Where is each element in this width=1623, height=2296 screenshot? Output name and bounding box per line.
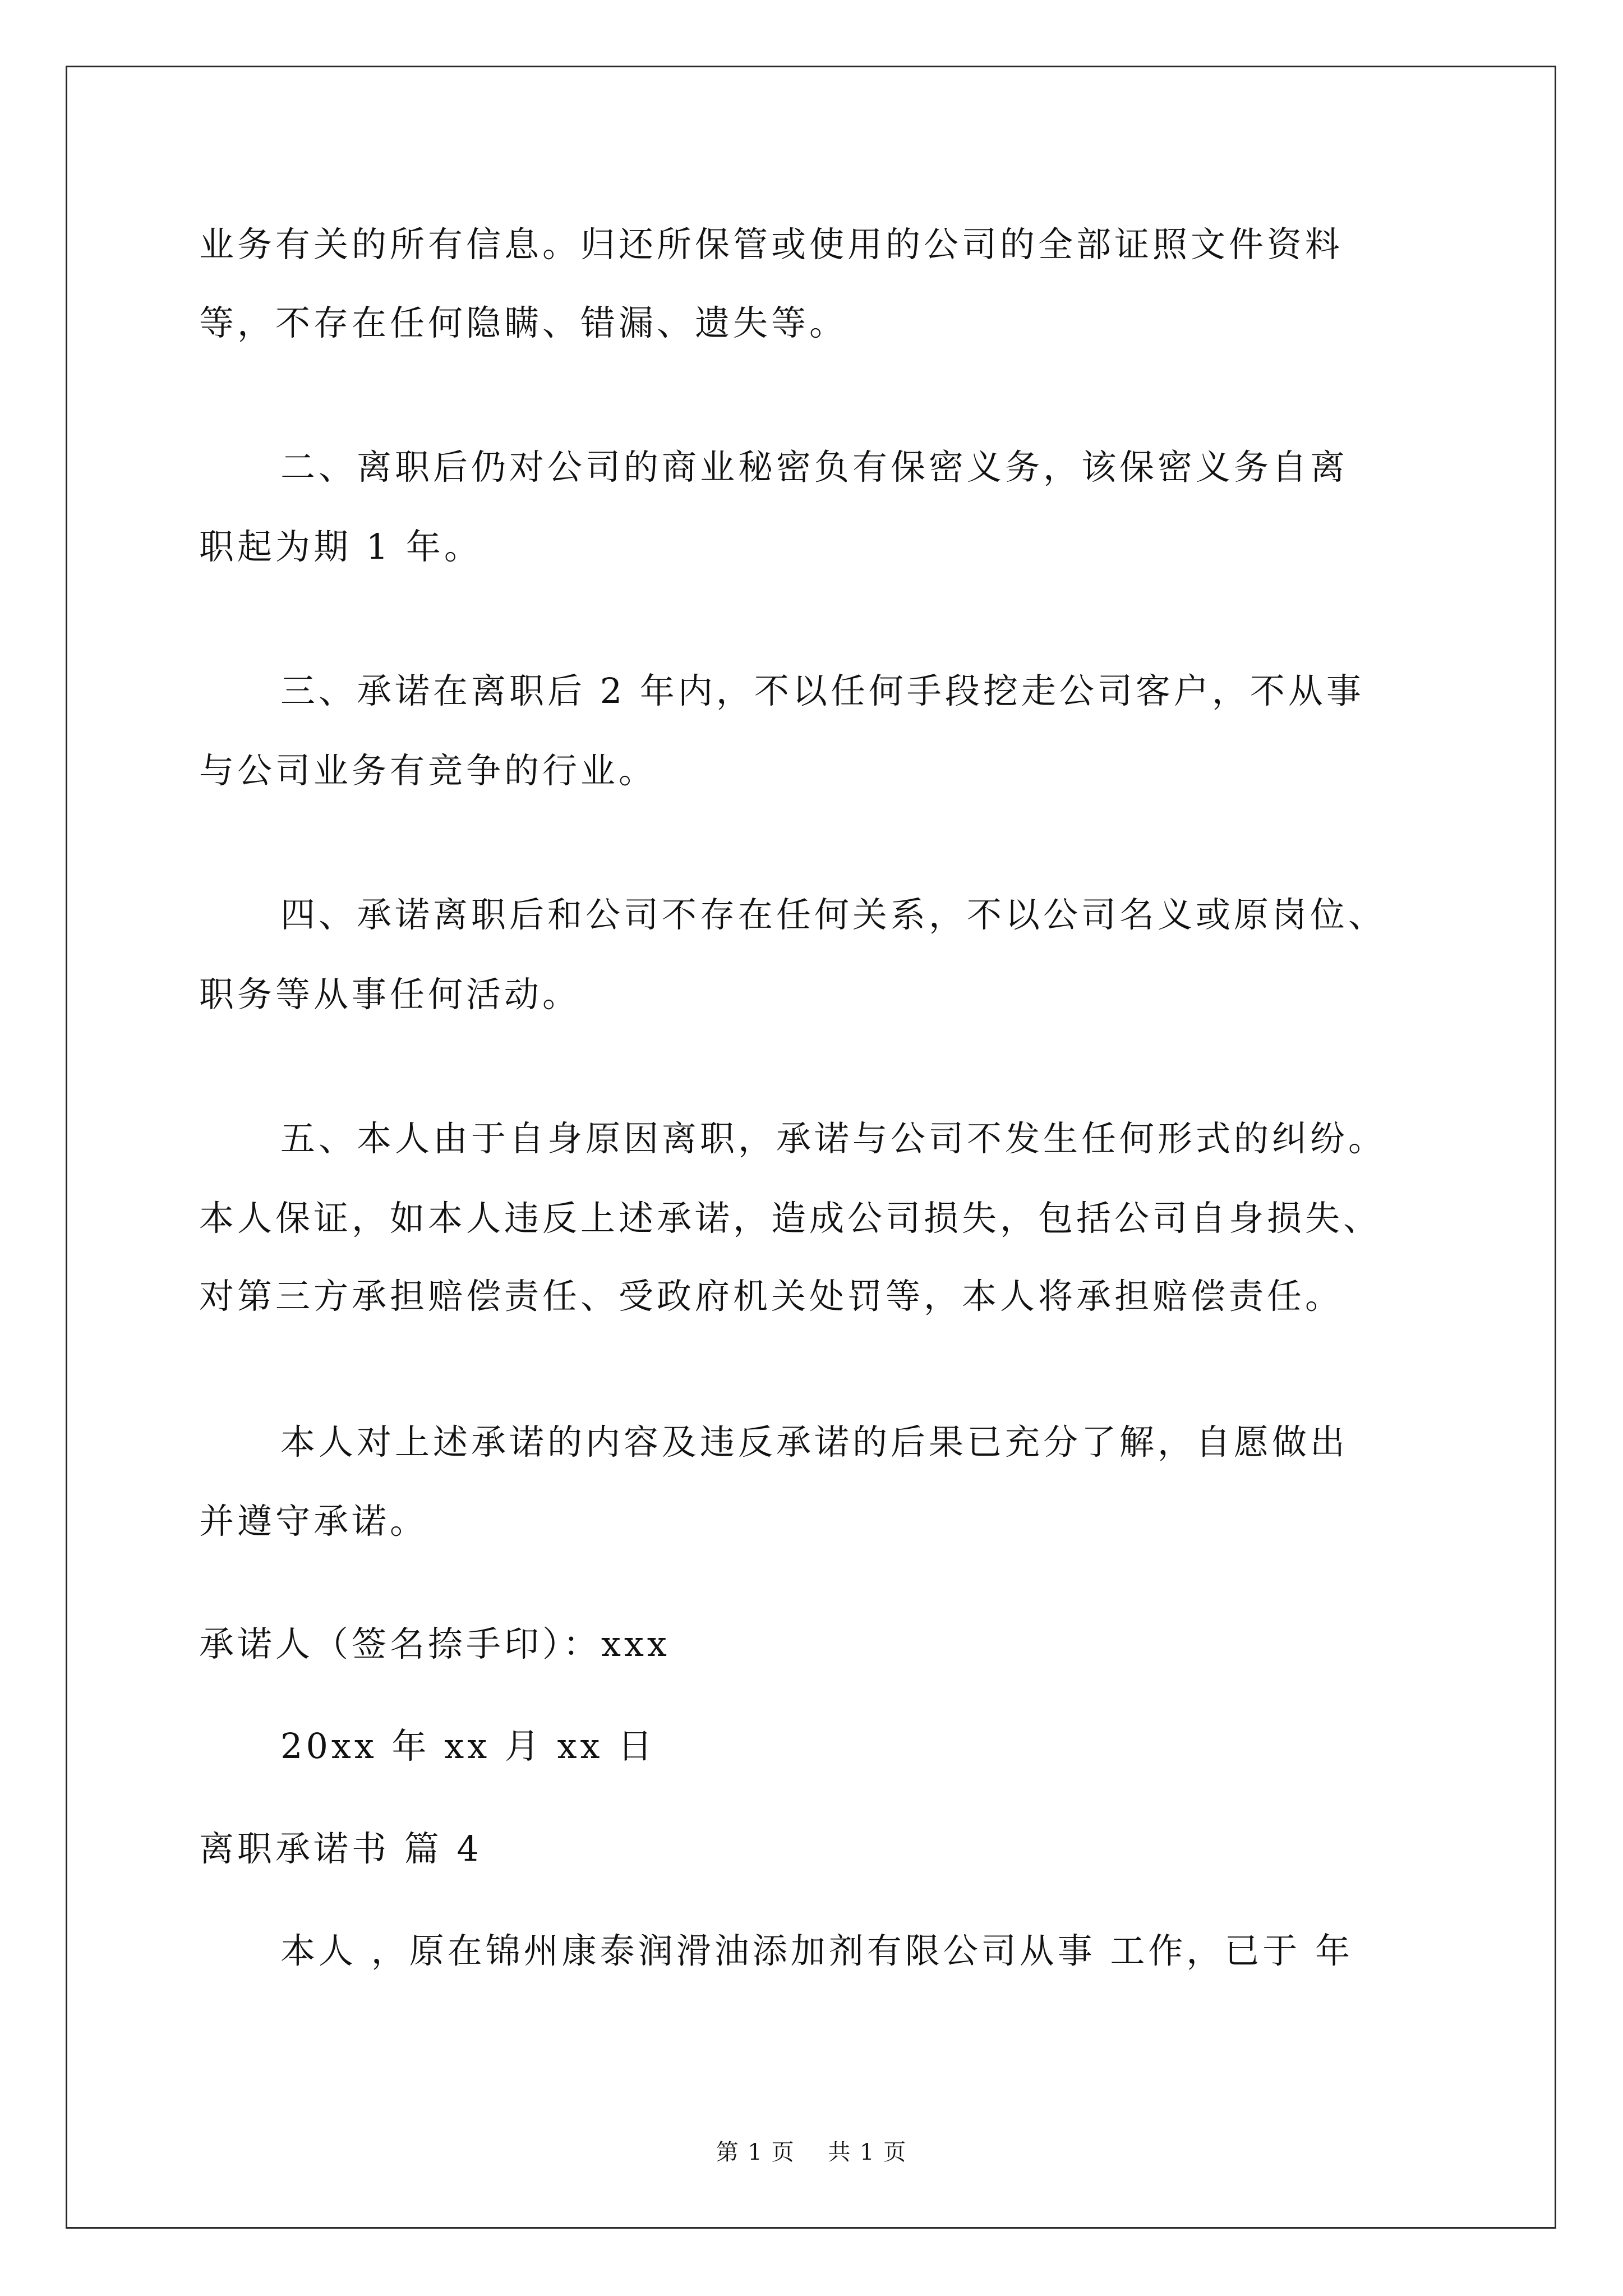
body-text-line: 职务等从事任何活动。 [199,974,581,1015]
date-line: 20xx 年 xx 月 xx 日 [280,1726,656,1766]
signature-line: 承诺人（签名捺手印）：xxx [199,1623,670,1664]
body-text-line: 业务有关的所有信息。归还所保管或使用的公司的全部证照文件资料 [199,224,1344,265]
body-text-line: 本人保证，如本人违反上述承诺，造成公司损失，包括公司自身损失、 [199,1198,1382,1239]
section-heading: 离职承诺书 篇 4 [199,1828,482,1869]
body-text-line: 二、离职后仍对公司的商业秘密负有保密义务，该保密义务自离 [280,447,1349,487]
body-text-line: 本人对上述承诺的内容及违反承诺的后果已充分了解，自愿做出 [280,1421,1349,1462]
body-text-line: 四、承诺离职后和公司不存在任何关系，不以公司名义或原岗位、 [280,894,1387,935]
body-text-line: 五、本人由于自身原因离职，承诺与公司不发生任何形式的纠纷。 [280,1118,1387,1159]
page-number: 第 1 页 共 1 页 [716,2139,907,2165]
body-text-line: 对第三方承担赔偿责任、受政府机关处罚等，本人将承担赔偿责任。 [199,1276,1344,1317]
body-text-line: 等，不存在任何隐瞒、错漏、遗失等。 [199,302,848,343]
body-text-line: 三、承诺在离职后 2 年内，不以任何手段挖走公司客户，不从事 [280,670,1364,711]
body-text-line: 与公司业务有竞争的行业。 [199,750,657,791]
body-text-line: 并遵守承诺。 [199,1501,428,1542]
body-text-line: 本人 ，原在锦州康泰润滑油添加剂有限公司从事 工作，已于 年 [280,1930,1354,1971]
body-text-line: 职起为期 1 年。 [199,526,482,567]
